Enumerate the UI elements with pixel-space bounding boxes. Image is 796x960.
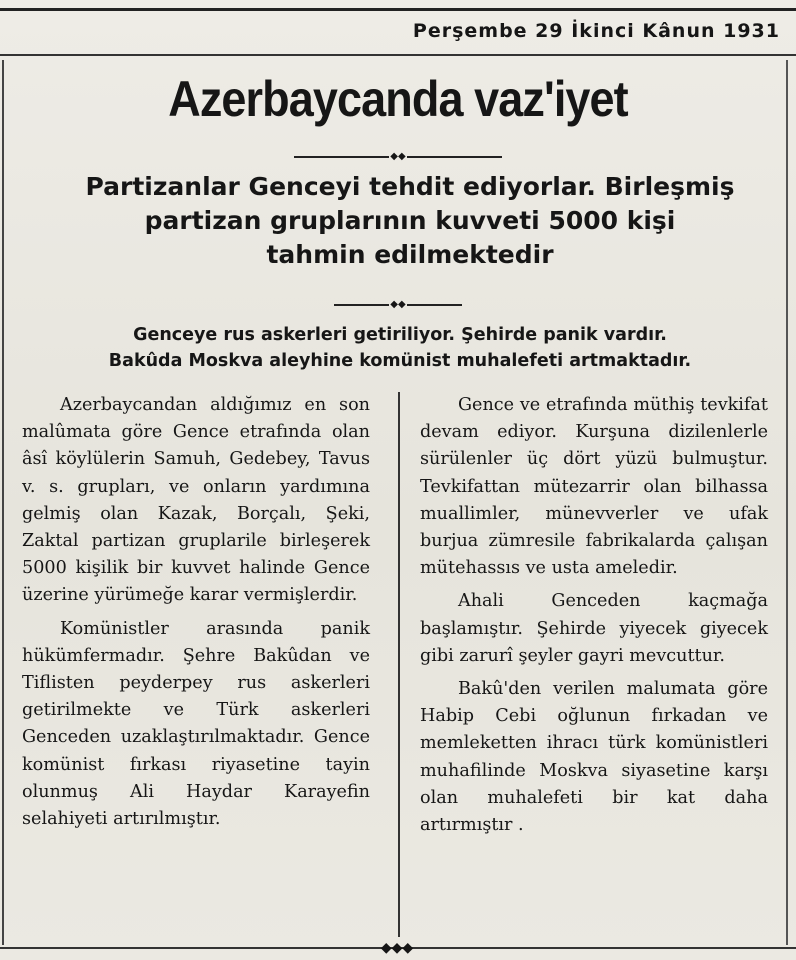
subhead-ornament xyxy=(0,298,796,311)
deck-line: Genceye rus askerleri getiriliyor. Şehirde panik vardır. xyxy=(133,325,667,345)
ornament-diamond-icon: ◆◆ xyxy=(390,298,406,310)
left-text-column xyxy=(22,392,370,833)
right-column-border xyxy=(786,60,788,945)
right-text-column xyxy=(420,392,768,839)
column-divider xyxy=(398,392,400,937)
issue-date: Perşembe 29 İkinci Kânun 1931 xyxy=(412,20,780,42)
left-column-border xyxy=(2,60,4,945)
paragraph: Gence ve etrafında müthiş tevkifat devam ediyor. Kurşuna dizilenlerle sürülenler üç dört yüzü bulmuştur. Tevkifattan mütezarrir olan bilhassa muallimler, münevverler ve ufak burjua zümresile fabrikalarda çalışan mütehassıs ve usta ameledir. xyxy=(420,395,768,579)
top-rule xyxy=(0,8,796,11)
article-subheadline xyxy=(40,170,780,272)
deck-line: Bakûda Moskva aleyhine komünist muhalefeti artmaktadır. xyxy=(108,351,692,371)
headline-ornament xyxy=(0,150,796,163)
paragraph: Azerbaycandan aldığımız en son malûmata göre Gence etrafında olan âsî köylülerin Samuh, Gedebey, Tavus v. s. grupları, ve onların yardımına gelmiş olan Kazak, Borçalı, Şeki, Zaktal partizan gruplarile birleşerek 5000 kişilik bir kuvvet halinde Gence üzerine yürümeğe karar vermişlerdir. xyxy=(22,395,370,606)
subhead-line: tahmin edilmektedir xyxy=(266,240,554,269)
bottom-ornament-icon: ◆◆◆ xyxy=(380,940,414,956)
article-deck xyxy=(30,322,770,374)
subhead-line: partizan gruplarının kuvveti 5000 kişi xyxy=(144,206,676,235)
subhead-line: Partizanlar Genceyi tehdit ediyorlar. Birleşmiş xyxy=(85,172,735,201)
ornament-diamond-icon: ◆◆ xyxy=(390,150,406,162)
article-headline: Azerbaycanda vaz'iyet xyxy=(168,71,628,127)
paragraph: Bakû'den verilen malumata göre Habip Cebi oğlunun fırkadan ve memleketten ihracı türk komünistleri muhafilinde Moskva siyasetine karşı olan muhalefeti bir kat daha artırmıştır . xyxy=(420,679,768,836)
header-rule xyxy=(0,54,796,56)
paragraph: Komünistler arasında panik hükümfermadır. Şehre Bakûdan ve Tiflisten peyderpey rus askerleri getirilmekte ve Türk askerleri Genceden uzaklaştırılmaktadır. Gence komünist fırkası riyasetine tayin olunmuş Ali Haydar Karayefin selahiyeti artırılmıştır. xyxy=(22,618,370,830)
paragraph: Ahali Genceden kaçmağa başlamıştır. Şehirde yiyecek giyecek gibi zarurî şeyler gayri mevcuttur. xyxy=(420,591,768,666)
